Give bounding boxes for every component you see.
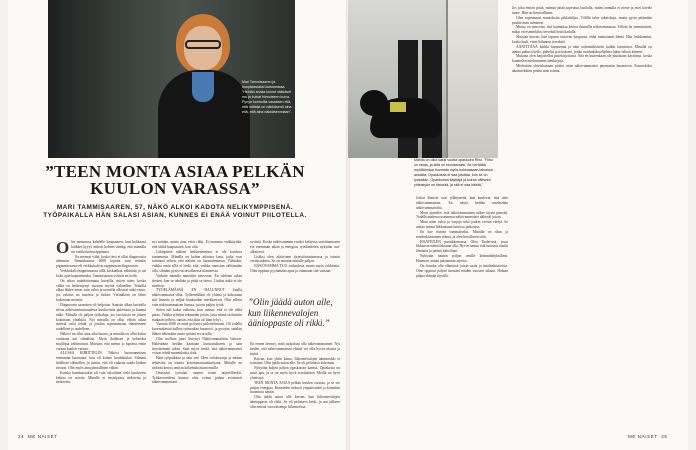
paragraph: TYÖELÄMÄSSÄ EN HALUNNUT kuulla näkövammasta ollut. Työkentälläni oli yhtenä ja kokonaan sitä lainetta ja neljää kuukauden merkkasivat. Olin silloin vain näkövammaisen kanssa, ja tein paljon työtä. — [152, 288, 242, 307]
paragraph: Varhain minulle annettiin neuvonta. En olekaan aikaa tietäen, kun se tehdään ja pitää se tietoa. Lisäksi näkö ei ole mieleen. — [152, 273, 242, 288]
paragraph: Lähitpisteä näköni heikkenemisen ei ole kuuluva tuntemusta. Minulla on kolme aikuista lasta, jotka ovat tottuneet siihen, että näköni on huononemassa. Vähittäin, vaikka omia sillä ei tiedä, että, vaikka onnistun välttämään olla, silmäni pystyvät tavallisessa tilanteessa. — [152, 249, 242, 274]
paragraph: Sitten tuli kaksi vaihetta, kun tuntuu, että ei ole ehkä paras. Vaikka ryhdyin tekemään jotain, jotta minut otettaisiin mukaan työhön, tunsin, että aika oli liian lyhyt. — [152, 307, 242, 322]
paragraph: syvintä. Koska näkövamman vuoksi kaikessa suorittamiseen vie enemmän aikaa ja energiaa, työskentelen nykyään osa-aikaisesti. — [250, 240, 340, 254]
paragraph: Olin tuolloin juuri liittynyt Näkövammaisten liittoon. Hakeuduin heidän kauttaan kuntoutukseen ja sain tarvitsemani tukea. Sain myös tietää, että näkövammaiset voivat tehdä monenlaisia töitä. — [152, 336, 242, 356]
paragraph: Vuonna 2008 en enää pystynyt piilottelemaan. Oli todella kuormittavaa kulkea työmatkaa huonosti, ja pystyin, sainkin lähteä tekemään omaa työtäni eri tavalla. — [152, 322, 242, 337]
article-deck: MARI TAMMISAAREN, 57, NÄKÖ ALKOI KADOTA NELIKYMPPISENÄ. TYÖPAIKALLA HÄN SALASI ASIAN, KUNNES EI ENÄÄ VOINUT PIILOTELLA. — [43, 204, 307, 220]
paragraph: En mennyt vähä, koska tiesi et ollut diagnoosita alemmin. Tammikuussa 2008 loputta sain retinitis pigmentosasse eli verkkokalvon rappeuman diagnoosin. — [56, 254, 146, 269]
guide-dog-photo — [348, 0, 498, 158]
footer-right — [628, 434, 668, 439]
paragraph: Olen sopeutunut muutoksiin pikkuhiljaa. Välillä tulee takaiskuja, mutta pyrin pitämään positiivisen asenteen. — [512, 15, 652, 25]
footer-left — [18, 434, 58, 439]
headline-line-2: KUULON VARASSA” — [90, 179, 260, 198]
paragraph: Verkkokalvorappeumassa tällä keskiaikaa vähittäin ja sai koko ajan kapeammiksi. Tammisaaren ystävät en tiedä. — [56, 269, 146, 278]
article-headline — [40, 163, 310, 197]
paragraph: Nykyään nauran paljon omille kömmähdyksilleni. Huumori auttaa jaksamaan arjessa. — [416, 254, 508, 263]
paragraph: Näkövi on ollut aina aika huono, ja minulla on ollut koloa vuolaana ani silmälasit. Myös ikäläisen ja kolmeksi muillissa vähänvaran. Muistan, että menin jo lapsena ensin varaan kuulon varaan. — [56, 332, 146, 351]
text-column-3-lower — [250, 342, 340, 430]
glasses-icon — [185, 40, 221, 49]
portrait-photo — [48, 0, 295, 158]
paragraph: En ennen tiennyt, mitä tarkoittaa olla näkövammainen. Nyt tiedän, että näkövammaisen elämä voi olla hyvin rikasta ja täyttä. — [250, 342, 340, 356]
guide-dog-caption: Marilla on ollut kaksi vuotta opaskoira Riho. ”Riho on rakas, ja siitä on seuraavaksi. Se herättää myötätuntoa huomata myös kukkaasaan lahoissa asioista. Opaskoiraa ei saa jututtaa, kun se on työssään. Opaskoiran käyttäjä ja koiran väliseen yhteistyön on tärkeää, ja sitä ei saa häiritä.” — [414, 158, 493, 187]
paragraph: Moni ajattelee, että näkövammainen näkee täysin pimeää. Todellisuudessa useimmat näkövammaiset näkevät jotain. — [416, 210, 508, 220]
text-column-right-left — [416, 196, 508, 430]
paragraph: On hauska olla elämässä jotain uutta ja mielenkiintoista. Olen oppinut paljon itsestäni näiden vuosien aikana. Haluan jatkaa elämää täysillä. — [416, 263, 508, 278]
paragraph: Muistan kerran, kun tapasin tuttavan kaupassa, enkä tunnistanut häntä. Hän loukkaantui, koska luuli, etten halunnut tervehtiä. — [512, 35, 652, 44]
paragraph: Minä näen valoa ja varjoja sekä jonkin verran värejä. Se auttaa minua liikkumaan tutuissa paikoissa. — [416, 220, 508, 230]
paragraph: Jotkut ihmiset ovat yllättyneitä, kun kuulevat, että olen näkövammainen. En näytä heidän mielestään näkövammaiselta. — [416, 196, 508, 210]
paragraph: Lisäksi olen aktiivinen järjestötoiminnassa ja toimin vertaistukena. Se on antanut minulle paljon. — [250, 254, 340, 264]
paragraph: En koe itseäni vammaiseksi. Minulla on rikas ja mielenkiintoinen elämä, ja olen kiitollinen siitä. — [416, 229, 508, 239]
paragraph: On aikaa mahdottomana kuvailla, miten näen, koska välkä on heikentynyt vuosien myötä vähitellen. Tonailla alkaa lähtee ensin vain valoa ja tonnella alkoivat näkö ensin, jos valotus on tuurissa ja tärkeä. Värinäköni on lähes kokonaan mennyt. — [56, 278, 146, 303]
paragraph: Diagnoosin saamisen oli helpotus. Saatoin alkaa kuvitella tietoa näkövammaisuudesta kuuluviutta puhelusta ja kuuma näkö. Minulla oli paljon työkaluja, jos tarvitsisin ne jäinen kokonaan yhtäkkiä. Nyt minulla on ollut vähän aikaa miettiä, mitä tehdä, ja joudun sopeutumaan tilanteeseen uudelleen ja uudelleen. — [56, 302, 146, 332]
text-column-right-right — [512, 6, 652, 430]
woman-figure — [158, 8, 250, 158]
magazine-name-left: ME NAISET — [27, 434, 58, 439]
paragraph: Nykyään kuljen paljon opaskoiran kanssa. Opaskoira on suuri apu, ja se on myös hyvä seuralainen. Meillä on hyvä yhteistyö. — [250, 366, 340, 380]
text-column-3 — [250, 240, 340, 296]
paragraph: ÄÄNITTÄÄÄ kaikki huomenna ja näin todennäköisesti kaikki toiminnot. Minulla on apuna puhuva kello, puhelin ja tietokone, jonka ruudunlukuohjelma lukee tekstit ääneen. — [512, 44, 652, 54]
paragraph: Hain työpaikkaa ja sain sen. Olen valokuvaaja ja minun tehtäväni on toimia kokemusasiantuntijana. Minulle on tärkeää kertoa omista kokemuksistani muille. — [152, 356, 242, 370]
paragraph: Kerran, kun ylitin katua, liikennevalojen äänimerkki ei toiminut. Olin jäädä auton alle. Se oli pelottava kokemus. — [250, 356, 340, 366]
drop-cap: O — [56, 240, 70, 257]
paragraph: Mukana olen harjoitellut pistekirjoitusta. Sitä en kuitenkaan ole juurikaan käyttänyt, koska kuuntelen mieluummin äänikirjoja. — [512, 54, 652, 64]
headline-line-1: ”TEEN MONTA ASIAA PELKÄN — [45, 162, 305, 181]
paragraph: HAAVEILEN pariukkomassa. Olen Tinderissä, jossa likkaavat nämä ikkunan alla. Hyvin tuntuu että tutustua uusiin ihmisiin ja päästä kahvilaan. — [416, 239, 508, 254]
text-column-2 — [152, 240, 242, 430]
paragraph: Olin jäädä auton alle kerran, kun liikennevalojen äänioppaste oli rikki. Se oli pelottava hetki, ja sen jälkeen olin entistä varovaisempi liikenteessä. — [250, 395, 340, 409]
paragraph: TEEN MONTA ASIAA pelkän kuulon varassa, ja se vie paljon energiaa. Kuuntelen tarkasti ympäristöäni ja kiinnitän huomiota ääniin. — [250, 380, 340, 395]
paragraph: Omissani työssäni tunnen itseni tarpeelliseksi. Työkavereideni kanssa olen voinut puhua avoimesti näkövammastani. — [152, 370, 242, 385]
paragraph: Olin mennossa kahdelle kaapsaaren, kun kokkaasa käikkei kyyyl, mikset kolmei väntäp, että mimulla on verkkokalvorappeuma. — [56, 240, 146, 257]
paragraph: NÄKÖVAMMA TUO vaikeuksia, mutta myös rohkeutta. Olen oppinut pyytämään apua ja ottamaan sitä vastaan. — [250, 264, 340, 274]
page-number-left: 24 — [18, 434, 25, 439]
paragraph: Kuinka kummassakin oli vain valoaltain vielä kuuluvien kehtaa eri asioita. Minulle ei ensisijaista tiedotettu ja tiedotettu. — [56, 370, 146, 385]
page-number-right: 25 — [661, 434, 668, 439]
paragraph: Minua on neuvottu, että kannattaa kertoa ihmisille näkövammasta. Silloin he ymmärtävät, miksi en esimerkiksi tervehdi heitä kadulla. — [512, 25, 652, 35]
paragraph: ALUSSA KIIHITTELIN. Näkövi huononemisen enemmän huononta, kun oli kolme koulukiulaa. Silmäni heikkeni vähitellen, ja tunsin, että oli vaikeaa saada kaiken tietoon. Olin myös aina pinnallinen vähän. — [56, 351, 146, 370]
pull-quote: ”Olin jäädä auton alle, kun liikennevalojen äänioppaste oli rikki.” — [248, 297, 333, 328]
paragraph: nyt mitään, mutta aion vetoi rikki. Et tunnusta vaikkäyttää, että täältä kaapsaaren, kun olin. — [152, 240, 242, 249]
paragraph: Mielestäni yhteiskunnan pitäisi ottaa näkövammaiset paremmin huomioon. Esimerkiksi äänimerkkien pitäisi aina toimia. — [512, 64, 652, 73]
portrait-caption: Mari Tammisaaren ja koopistasiaksi kutsumassa ”Heidän arviaa kuivat näkkäset mu ja kuivat hienoiseen kuiva. Pynyn kontrollia vastaisen eilä, että mittaila on näkkäsenä aina eilä, että aina näkkäsenmiaan”. — [242, 80, 292, 114]
paragraph: Jos joku eniten pitää, mimun pitää sopeutua kuulolla, miten aamulla ei mene ja ettei kävele sinne. Hän on kärsivällinen. — [512, 6, 652, 15]
text-column-1 — [56, 240, 146, 430]
magazine-name-right: ME NAISET — [628, 434, 658, 439]
